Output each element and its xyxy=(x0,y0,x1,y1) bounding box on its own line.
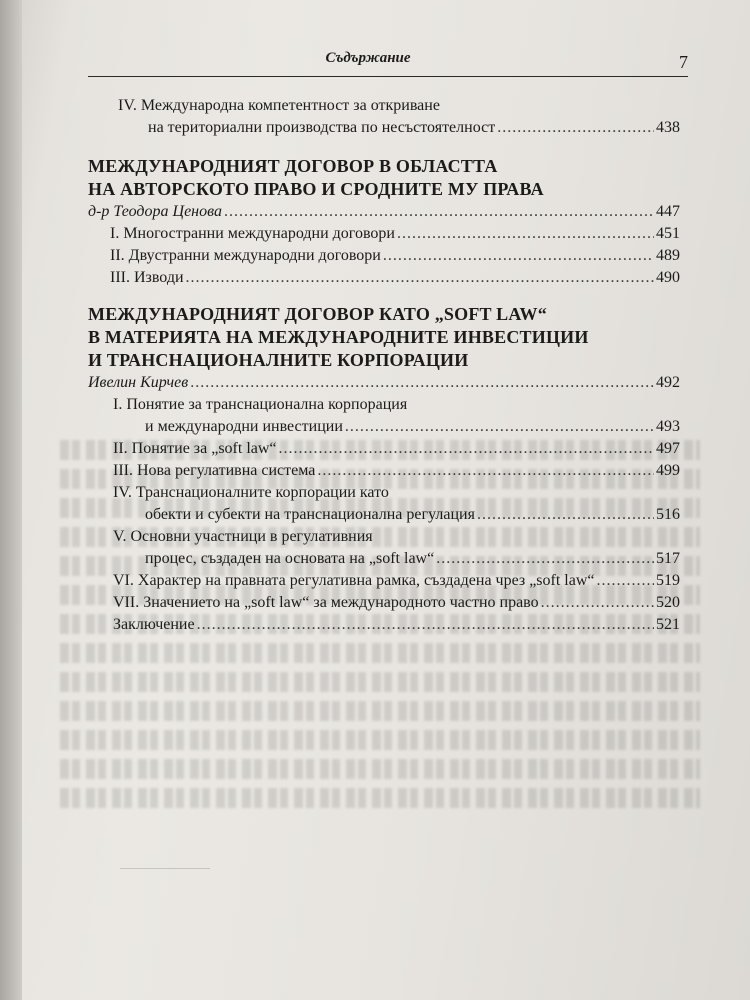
dot-leader xyxy=(317,460,654,482)
toc-page-number: 438 xyxy=(656,119,680,136)
dot-leader xyxy=(186,267,654,289)
toc-page-number: 489 xyxy=(656,247,680,264)
toc-entry[interactable] xyxy=(88,223,680,245)
toc-entry-text: I. Многостранни международни договори xyxy=(110,225,395,242)
toc-page-number: 447 xyxy=(656,203,680,220)
toc-entry-text: процес, създаден на основата на „soft law“ xyxy=(145,550,435,567)
toc-entry-text: IV. Международна компетентност за откриване xyxy=(118,97,440,114)
toc-page-number: 520 xyxy=(656,594,680,611)
toc-entry[interactable] xyxy=(88,95,680,117)
dot-leader xyxy=(345,416,654,438)
toc-entry[interactable] xyxy=(88,117,680,139)
toc-entry-text: обекти и субекти на транснационална регулация xyxy=(145,506,475,523)
dot-leader xyxy=(497,117,654,139)
section-heading: МЕЖДУНАРОДНИЯТ ДОГОВОР КАТО „SOFT LAW“ xyxy=(88,304,547,324)
toc-entry[interactable] xyxy=(88,460,680,482)
running-header xyxy=(88,48,688,77)
toc-entry[interactable] xyxy=(88,526,680,548)
toc-author-entry[interactable] xyxy=(88,201,680,223)
toc-entry[interactable] xyxy=(88,438,680,460)
toc-page-number: 490 xyxy=(656,269,680,286)
toc-author-entry[interactable] xyxy=(88,372,680,394)
dot-leader xyxy=(224,201,654,223)
toc-page-number: 519 xyxy=(656,572,680,589)
toc-entry[interactable] xyxy=(88,482,680,504)
dot-leader xyxy=(197,614,654,636)
toc-page-number: 516 xyxy=(656,506,680,523)
toc-page-number: 521 xyxy=(656,616,680,633)
toc-entry[interactable] xyxy=(88,548,680,570)
toc-page-number: 497 xyxy=(656,440,680,457)
toc-entry-text: на териториални производства по несъстоятелност xyxy=(148,119,496,136)
toc-entry[interactable] xyxy=(88,267,680,289)
toc-entry-text: IV. Транснационалните корпорации като xyxy=(113,484,389,501)
section-heading: И ТРАНСНАЦИОНАЛНИТЕ КОРПОРАЦИИ xyxy=(88,350,469,370)
footnote-rule xyxy=(120,868,210,869)
toc-entry[interactable] xyxy=(88,394,680,416)
toc-entry-text: VII. Значението на „soft law“ за международното частно право xyxy=(113,594,539,611)
toc-entry-text: и международни инвестиции xyxy=(145,418,343,435)
dot-leader xyxy=(397,223,654,245)
toc-page-number: 493 xyxy=(656,418,680,435)
toc-entry-text: III. Изводи xyxy=(110,269,184,286)
dot-leader xyxy=(383,245,654,267)
toc-entry-text: Заключение xyxy=(113,616,195,633)
toc-page-number: 451 xyxy=(656,225,680,242)
toc-entry-text: II. Двустранни международни договори xyxy=(110,247,381,264)
toc-entry-text: V. Основни участници в регулативния xyxy=(113,528,373,545)
section-heading: В МАТЕРИЯТА НА МЕЖДУНАРОДНИТЕ ИНВЕСТИЦИИ xyxy=(88,327,589,347)
section-heading: МЕЖДУНАРОДНИЯТ ДОГОВОР В ОБЛАСТТА xyxy=(88,156,498,176)
author-name: д-р Теодора Ценова xyxy=(88,203,222,220)
toc-entry[interactable] xyxy=(88,570,680,592)
book-gutter xyxy=(0,0,22,1000)
dot-leader xyxy=(541,592,654,614)
toc-page-number: 517 xyxy=(656,550,680,567)
toc-entry[interactable] xyxy=(88,504,680,526)
toc-entry-text: II. Понятие за „soft law“ xyxy=(113,440,277,457)
header-title: Съдържание xyxy=(325,50,411,66)
dot-leader xyxy=(436,548,654,570)
toc-entry[interactable] xyxy=(88,592,680,614)
toc-entry-text: I. Понятие за транснационална корпорация xyxy=(113,396,408,413)
toc-entry[interactable] xyxy=(88,245,680,267)
dot-leader xyxy=(597,570,654,592)
section-heading: НА АВТОРСКОТО ПРАВО И СРОДНИТЕ МУ ПРАВА xyxy=(88,179,544,199)
toc-entry[interactable] xyxy=(88,614,680,636)
page-number: 7 xyxy=(679,52,688,72)
toc-page-number: 492 xyxy=(656,374,680,391)
dot-leader xyxy=(279,438,654,460)
toc-page-number: 499 xyxy=(656,462,680,479)
dot-leader xyxy=(190,372,654,394)
toc-entry[interactable] xyxy=(88,416,680,438)
table-of-contents xyxy=(88,95,680,636)
toc-entry-text: III. Нова регулативна система xyxy=(113,462,316,479)
toc-entry-text: VI. Характер на правната регулативна рамка, създадена чрез „soft law“ xyxy=(113,572,595,589)
author-name: Ивелин Кирчев xyxy=(88,374,189,391)
dot-leader xyxy=(477,504,654,526)
